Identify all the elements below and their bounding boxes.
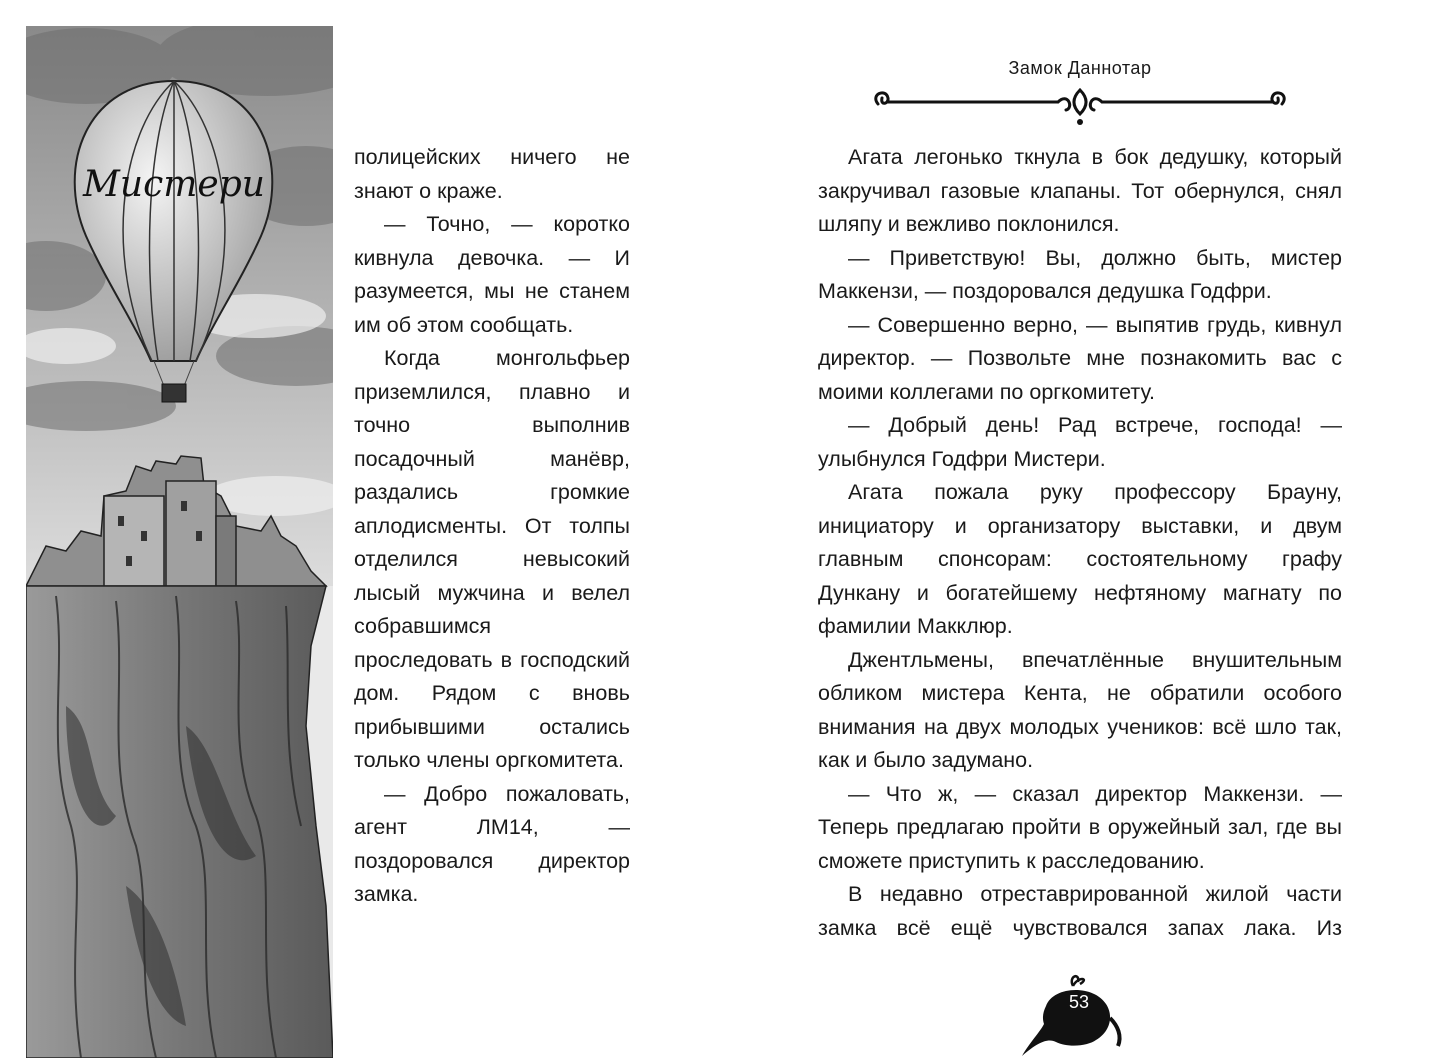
left-page-text	[354, 141, 630, 912]
page-number: 53	[1068, 992, 1090, 1012]
paragraph: Джентльмены, впечатлённые внушительным обликом мистера Кента, не обратили особого внимания на двух молодых учеников: всё шло так, как и было задумано.	[818, 647, 1342, 772]
paragraph: Агата пожала руку профессору Брауну, инициатору и организатору выставки, и двум главным спонсорам: состоятельному графу Дункану и богатейшему нефтяному магнату по фамилии Макклюр.	[818, 480, 1342, 638]
ornament-divider	[868, 84, 1292, 128]
paragraph: Когда монгольфьер приземлился, плавно и точно выполнив посадочный манёвр, раздались громкие аплодисменты. От толпы отделился невысокий лысый мужчина и велел собравшимся проследовать в господский дом. Рядом с вновь прибывшими остались только члены оргкомитета.	[354, 346, 630, 772]
paragraph: — Совершенно верно, — выпятив грудь, кивнул директор. — Позвольте мне познакомить вас с моими коллегами по оргкомитету.	[818, 312, 1342, 404]
right-page-text	[818, 141, 1342, 945]
paragraph: Агата легонько ткнула в бок дедушку, который закручивал газовые клапаны. Тот обернулся, снял шляпу и вежливо поклонился.	[818, 145, 1342, 236]
paragraph: — Добрый день! Рад встрече, господа! — улыбнулся Годфри Мистери.	[818, 413, 1342, 471]
paragraph: В недавно отреставрированной жилой части замка всё ещё чувствовался запах лака. Из	[818, 882, 1342, 940]
balloon-castle-illustration	[26, 26, 333, 1058]
chapter-header: Замок Даннотар	[1008, 58, 1152, 78]
paragraph: — Что ж, — сказал директор Маккензи. — Теперь предлагаю пройти в оружейный зал, где вы сможете приступить к расследованию.	[818, 781, 1342, 873]
cliff	[26, 586, 333, 1058]
paragraph: — Приветствую! Вы, должно быть, мистер Маккензи, — поздоровался дедушка Годфри.	[818, 245, 1342, 303]
paragraph: — Точно, — коротко кивнула девочка. — И разумеется, мы не станем им об этом сообщать.	[354, 212, 630, 337]
illustration-panel	[26, 26, 333, 1058]
balloon-label: Мистери	[83, 164, 265, 205]
paragraph: полицейских ничего не знают о краже.	[354, 145, 630, 203]
paragraph: — Добро пожаловать, агент ЛМ14, — поздоровался директор замка.	[354, 781, 630, 906]
